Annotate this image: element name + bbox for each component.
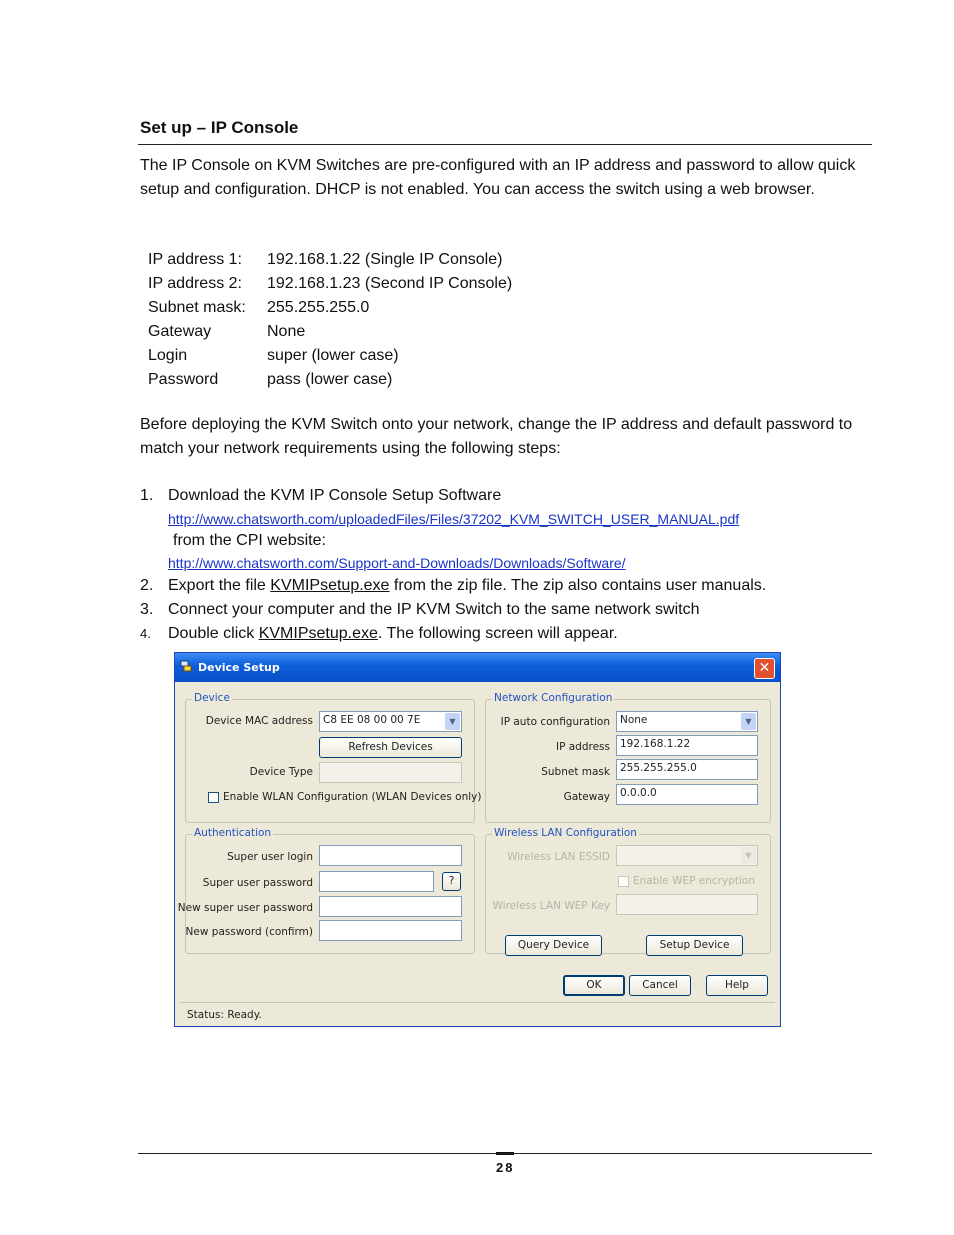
setting-row [148, 272, 512, 296]
ip-auto-label: IP auto configuration [500, 716, 610, 728]
group-title: Network Configuration [494, 692, 613, 704]
chevron-down-icon: ▼ [741, 713, 756, 730]
help-button[interactable]: Help [706, 975, 768, 996]
status-divider [180, 1002, 775, 1003]
setting-key: IP address 1: [148, 251, 242, 268]
new-password-field[interactable] [319, 896, 462, 917]
essid-label: Wireless LAN ESSID [507, 851, 610, 863]
ip-address-label: IP address [555, 741, 610, 753]
step-text: Connect your computer and the IP KVM Switch to the same network switch [168, 601, 700, 618]
heading-rule [138, 144, 872, 145]
chevron-down-icon: ▼ [445, 713, 460, 730]
cancel-button[interactable]: Cancel [629, 975, 691, 996]
step-text: Download the KVM IP Console Setup Software [168, 487, 502, 504]
wep-checkbox-label: Enable WEP encryption [633, 875, 755, 887]
super-password-field[interactable] [319, 871, 434, 892]
setting-key: Gateway [148, 323, 212, 340]
group-title: Authentication [194, 827, 272, 839]
setting-key: Login [148, 347, 188, 364]
setting-value: 255.255.255.0 [267, 299, 370, 316]
device-setup-dialog [174, 652, 781, 1027]
before-paragraph: Before deploying the KVM Switch onto your network, change the IP address and default password to match your network requirements using the following steps: [140, 416, 853, 457]
step-number: 3. [140, 601, 154, 618]
setting-row [148, 296, 512, 320]
mac-label: Device MAC address [205, 715, 313, 727]
step-3 [140, 598, 870, 622]
enable-wlan-checkbox[interactable] [208, 792, 219, 803]
ok-button[interactable]: OK [563, 975, 625, 996]
mac-value: C8 EE 08 00 00 7E [323, 714, 421, 726]
confirm-password-label: New password (confirm) [185, 926, 313, 938]
file-name: KVMIPsetup.exe [270, 577, 390, 594]
super-login-field[interactable] [319, 845, 462, 866]
dialog-title: Device Setup [198, 661, 280, 674]
essid-select[interactable] [616, 845, 758, 866]
step-2 [140, 574, 870, 598]
software-link[interactable]: http://www.chatsworth.com/Support-and-Downloads/Downloads/Software/ [168, 555, 626, 571]
close-button[interactable]: ✕ [754, 658, 775, 679]
section-heading: Set up – IP Console [140, 118, 299, 137]
ip-auto-value: None [620, 714, 648, 726]
setting-row [148, 248, 512, 272]
wep-key-field[interactable] [616, 894, 758, 915]
setup-device-button[interactable]: Setup Device [646, 935, 743, 956]
footer-rule [138, 1153, 872, 1154]
password-help-button[interactable]: ? [442, 872, 461, 891]
setting-key: Password [148, 371, 219, 388]
step-text: from the zip file. The zip also contains user manuals. [389, 577, 767, 594]
device-type-field[interactable] [319, 762, 462, 783]
step-4 [140, 622, 870, 646]
step-1 [140, 484, 870, 574]
enable-wep-checkbox[interactable] [618, 876, 629, 887]
step-number: 2. [140, 577, 154, 594]
setting-row [148, 368, 512, 392]
refresh-devices-button[interactable]: Refresh Devices [319, 737, 462, 758]
setting-row [148, 320, 512, 344]
page-number: 28 [496, 1160, 515, 1175]
group-title: Wireless LAN Configuration [494, 827, 637, 839]
device-type-label: Device Type [249, 766, 313, 778]
status-text: Status: Ready. [187, 1009, 262, 1021]
setting-key: IP address 2: [148, 275, 242, 292]
file-name: KVMIPsetup.exe [258, 625, 378, 642]
step-text: . The following screen will appear. [377, 625, 618, 642]
gateway-label: Gateway [563, 791, 610, 803]
manual-link[interactable]: http://www.chatsworth.com/uploadedFiles/Files/37202_KVM_SWITCH_USER_MANUAL.pdf [168, 511, 740, 527]
setting-value: 192.168.1.22 (Single IP Console) [267, 251, 503, 268]
gateway-field[interactable]: 0.0.0.0 [616, 784, 758, 805]
setting-row [148, 344, 512, 368]
confirm-password-field[interactable] [319, 920, 462, 941]
step-number: 4. [140, 626, 151, 641]
setting-value: super (lower case) [267, 347, 399, 364]
dialog-titlebar [175, 653, 780, 682]
setting-key: Subnet mask: [148, 299, 246, 316]
setting-value: None [267, 323, 306, 340]
step-text: Export the file [168, 577, 271, 594]
new-password-label: New super user password [177, 902, 313, 914]
super-login-label: Super user login [227, 851, 313, 863]
mac-address-select[interactable] [319, 711, 462, 732]
ip-address-field[interactable]: 192.168.1.22 [616, 735, 758, 756]
wlan-checkbox-label: Enable WLAN Configuration (WLAN Devices only) [223, 791, 482, 803]
wep-key-label: Wireless LAN WEP Key [492, 900, 610, 912]
step-text: Double click [168, 625, 259, 642]
subnet-mask-label: Subnet mask [541, 766, 610, 778]
intro-paragraph: The IP Console on KVM Switches are pre-configured with an IP address and password to allow quick setup and configuration. DHCP is not enabled. You can access the switch using a web browser. [140, 157, 856, 198]
default-settings-table [148, 248, 512, 392]
setting-value: 192.168.1.23 (Second IP Console) [267, 275, 513, 292]
super-password-label: Super user password [202, 877, 313, 889]
network-icon [180, 660, 192, 672]
ip-auto-select[interactable] [616, 711, 758, 732]
step-text: from the CPI website: [173, 532, 326, 549]
group-title: Device [194, 692, 230, 704]
setting-value: pass (lower case) [267, 371, 393, 388]
subnet-mask-field[interactable]: 255.255.255.0 [616, 759, 758, 780]
chevron-down-icon: ▼ [741, 847, 756, 864]
query-device-button[interactable]: Query Device [505, 935, 602, 956]
setup-steps-list [140, 484, 870, 646]
step-number: 1. [140, 487, 154, 504]
